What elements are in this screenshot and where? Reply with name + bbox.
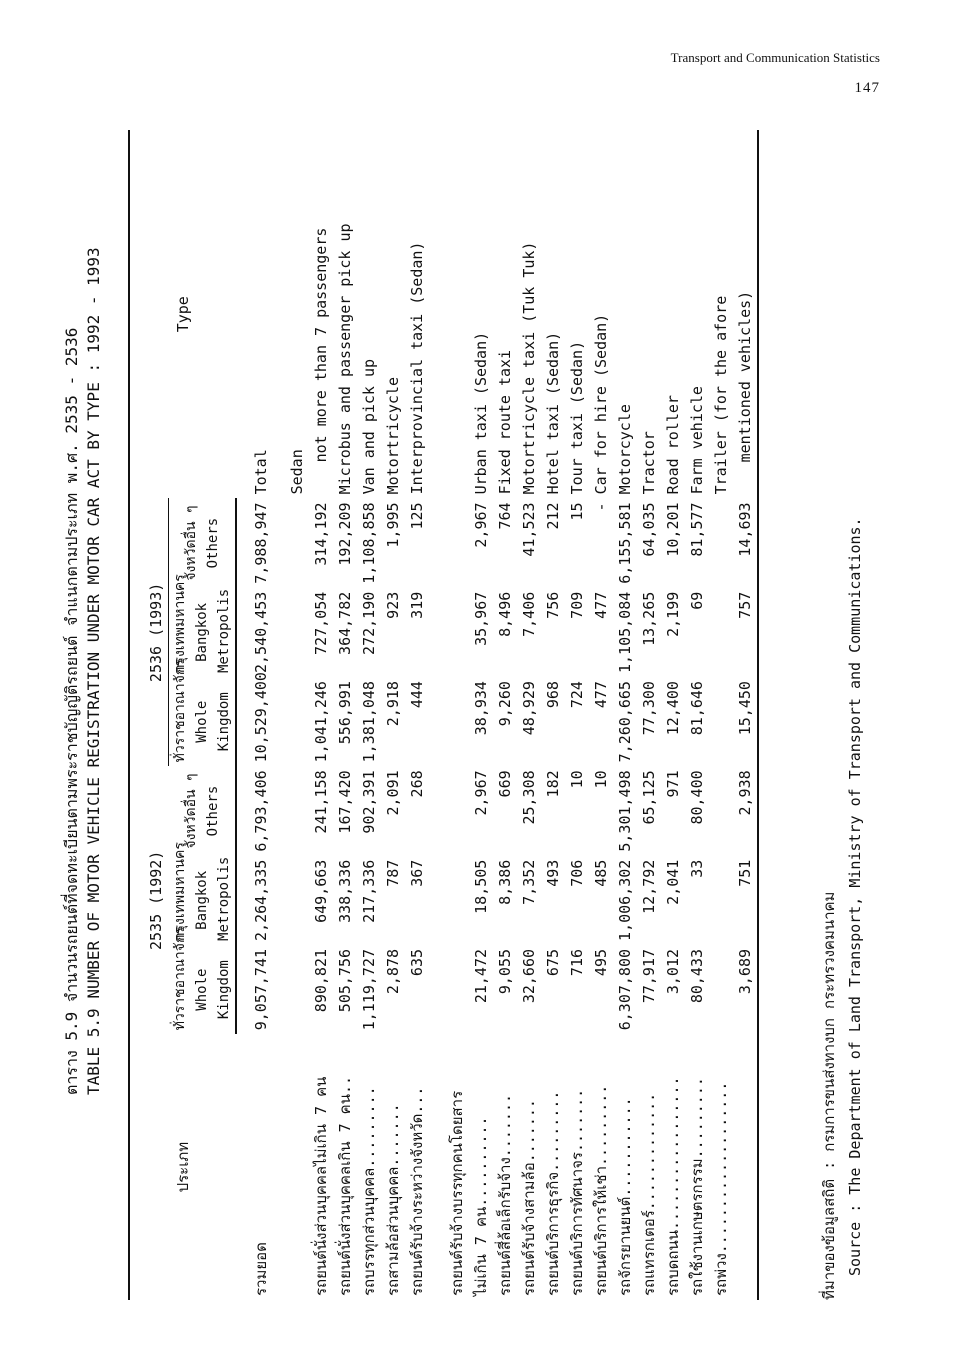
table-row <box>309 130 333 1300</box>
row-label-thai: รวมยอด <box>251 1242 270 1296</box>
value-cell <box>709 856 733 945</box>
row-label-thai: รถยนต์บริการทัศนาจร....... <box>568 1088 586 1296</box>
row-label-thai: รถยนต์บริการธุรกิจ......... <box>544 1090 562 1296</box>
table-row <box>445 130 469 1300</box>
value-cell: 2,264,335 <box>252 859 270 941</box>
row-label-english <box>445 130 469 498</box>
year-header-1992: 2535 (1992) <box>129 766 169 1034</box>
value-cell <box>285 766 309 855</box>
header-row-years <box>129 130 169 1300</box>
value-cell: 367 <box>408 859 426 887</box>
sedan-heading-row <box>285 130 309 1300</box>
region-header: จังหวัดอื่น ๆ Others <box>169 498 237 587</box>
value-cell: 485 <box>592 859 610 887</box>
value-cell: 319 <box>408 591 426 619</box>
value-cell: 2,878 <box>384 948 402 995</box>
value-cell: 971 <box>664 770 682 798</box>
table-row <box>333 130 357 1300</box>
section-title: Transport and Communication Statistics <box>670 50 880 65</box>
row-label-english: Tractor <box>640 431 658 495</box>
value-cell: 10,529,400 <box>252 672 270 763</box>
row-label-english: Motortricycle taxi (Tuk Tuk) <box>520 241 538 495</box>
value-cell: 669 <box>496 770 514 798</box>
empty-cell <box>429 856 445 945</box>
value-cell: 69 <box>688 591 706 610</box>
empty-cell <box>429 130 445 498</box>
region-header: กรุงเทพมหานคร Bangkok Metropolis <box>169 588 237 677</box>
page-number: 147 <box>854 80 880 96</box>
value-cell: 1,105,084 <box>616 591 634 674</box>
value-cell: 212 <box>544 502 562 530</box>
table-row <box>517 130 541 1300</box>
value-cell: 21,472 <box>472 948 490 1004</box>
vehicle-registration-table <box>128 130 759 1300</box>
value-cell: 1,119,727 <box>360 948 378 1031</box>
table-row <box>589 130 613 1300</box>
value-cell: 5,301,498 <box>616 770 634 852</box>
region-header: กรุงเทพมหานคร Bangkok Metropolis <box>169 856 237 945</box>
row-label-thai: รถพ่วง................... <box>712 1081 730 1296</box>
row-label-thai: รถยนต์รับจ้างบรรทุกคนโดยสาร <box>448 1090 466 1296</box>
value-cell: 1,995 <box>384 502 402 548</box>
table-row <box>637 130 661 1300</box>
value-cell: 756 <box>544 591 562 619</box>
empty-cell <box>429 766 445 855</box>
value-cell: 80,400 <box>688 770 706 825</box>
value-cell: 12,792 <box>640 859 658 914</box>
value-cell: 787 <box>384 859 402 887</box>
value-cell: 10,201 <box>664 502 682 557</box>
row-label-english: Road roller <box>664 395 682 495</box>
value-cell: 38,934 <box>472 681 490 736</box>
empty-cell <box>429 945 445 1034</box>
row-label-english: Microbus and passenger pick up <box>336 223 354 495</box>
type-header-english: Type <box>129 130 236 498</box>
value-cell <box>709 677 733 766</box>
value-cell: 10 <box>592 770 610 789</box>
value-cell: 1,381,048 <box>360 681 378 763</box>
row-label-thai: รถยนต์บริการให้เช่า......... <box>592 1084 610 1296</box>
table-body <box>236 130 758 1300</box>
row-label-thai: ไม่เกิน 7 คน.......... <box>472 1116 490 1296</box>
value-cell: 192,209 <box>336 502 354 566</box>
value-cell: 8,496 <box>496 591 514 637</box>
value-cell: 2,540,453 <box>252 591 270 674</box>
value-cell <box>445 945 469 1034</box>
table-title-english: TABLE 5.9 NUMBER OF MOTOR VEHICLE REGISTRATION UNDER MOTOR CAR ACT BY TYPE : 1992 - 1993 <box>84 247 103 1095</box>
value-cell: 757 <box>733 588 758 677</box>
value-cell: 182 <box>544 770 562 798</box>
row-label-thai: รถบดถนน................. <box>664 1076 682 1296</box>
empty-cell <box>429 1034 445 1300</box>
value-cell: 635 <box>408 948 426 977</box>
row-label-thai: รถแทรกเตอร์............. <box>640 1092 658 1296</box>
empty-cell <box>429 677 445 766</box>
source-english: Source : The Department of Land Transport, Ministry of Transport and Communications. <box>846 517 864 1276</box>
value-cell <box>445 766 469 855</box>
value-cell: 77,300 <box>640 681 658 736</box>
value-cell: 890,821 <box>312 948 330 1013</box>
table-row <box>381 130 405 1300</box>
value-cell: 8,386 <box>496 859 514 905</box>
value-cell: 364,782 <box>336 591 354 655</box>
value-cell: 167,420 <box>336 770 354 834</box>
value-cell: 77,917 <box>640 948 658 1004</box>
row-label-thai: รถจักรยานยนต์........... <box>616 1097 634 1296</box>
row-label-thai: รถยนต์สี่ล้อเล็กรับจ้าง....... <box>496 1093 514 1296</box>
value-cell: 505,756 <box>336 948 354 1013</box>
value-cell <box>709 498 733 587</box>
row-label-thai: รถใช้งานเกษตรกรรม......... <box>688 1077 706 1296</box>
value-cell: 41,523 <box>520 502 538 557</box>
rotated-table-sheet <box>60 60 900 1300</box>
region-header: ทั่วราชอาณาจักร Whole Kingdom <box>169 945 237 1034</box>
value-cell: 716 <box>568 948 586 977</box>
value-cell <box>709 766 733 855</box>
value-cell: 2,041 <box>664 859 682 905</box>
table-row <box>565 130 589 1300</box>
value-cell: 81,646 <box>688 681 706 736</box>
value-cell: 9,055 <box>496 948 514 995</box>
value-cell: 35,967 <box>472 591 490 646</box>
row-label-english: not more than 7 passengers <box>312 227 330 463</box>
value-cell: 2,199 <box>664 591 682 637</box>
row-label-english: Urban taxi (Sedan) <box>472 331 490 495</box>
row-label-english: mentioned vehicles) <box>733 130 758 498</box>
value-cell <box>445 498 469 587</box>
value-cell: 706 <box>568 859 586 887</box>
row-label-english: Tour taxi (Sedan) <box>568 340 586 495</box>
value-cell <box>285 498 309 587</box>
row-label-english: Van and pick up <box>360 358 378 495</box>
value-cell: 727,054 <box>312 591 330 655</box>
empty-cell <box>429 588 445 677</box>
value-cell: 32,660 <box>520 948 538 1004</box>
value-cell: 64,035 <box>640 502 658 557</box>
value-cell: 268 <box>408 770 426 798</box>
table-row <box>661 130 685 1300</box>
value-cell: - <box>592 502 610 512</box>
value-cell: 2,967 <box>472 502 490 548</box>
value-cell: 14,693 <box>733 498 758 587</box>
table-row <box>613 130 637 1300</box>
value-cell: 477 <box>592 681 610 709</box>
value-cell: 1,041,246 <box>312 681 330 763</box>
row-label-english: Motortricycle <box>384 377 402 495</box>
value-cell: 1,006,302 <box>616 859 634 941</box>
value-cell: 444 <box>408 681 426 709</box>
value-cell: 1,108,858 <box>360 502 378 584</box>
row-label-english: Motorcycle <box>616 404 634 495</box>
value-cell: 25,308 <box>520 770 538 825</box>
value-cell: 7,988,947 <box>252 502 270 584</box>
table-row <box>357 130 381 1300</box>
row-label-english: Fixed route taxi <box>496 349 514 495</box>
value-cell: 556,991 <box>336 681 354 745</box>
value-cell: 709 <box>568 591 586 619</box>
value-cell: 724 <box>568 681 586 709</box>
value-cell: 495 <box>592 948 610 977</box>
value-cell: 13,265 <box>640 591 658 646</box>
row-label-english: Sedan <box>288 449 306 495</box>
value-cell <box>445 588 469 677</box>
row-label-english: Farm vehicle <box>688 386 706 495</box>
value-cell: 338,336 <box>336 859 354 923</box>
table-row <box>405 130 429 1300</box>
region-header: จังหวัดอื่น ๆ Others <box>169 766 237 855</box>
row-label-english: Car for hire (Sedan) <box>592 313 610 495</box>
row-label-english: Total <box>251 449 270 495</box>
value-cell: 9,057,741 <box>252 948 270 1031</box>
value-cell: 2,967 <box>472 770 490 816</box>
trailer-row <box>709 130 733 1300</box>
table-row <box>469 130 493 1300</box>
value-cell <box>445 856 469 945</box>
value-cell: 923 <box>384 591 402 619</box>
value-cell: 33 <box>688 859 706 878</box>
value-cell: 125 <box>408 502 426 530</box>
table-row <box>541 130 565 1300</box>
total-row <box>236 130 285 1300</box>
value-cell: 7,406 <box>520 591 538 637</box>
table-row <box>493 130 517 1300</box>
row-label-thai: รถสามล้อส่วนบุคคล....... <box>384 1103 402 1296</box>
value-cell: 649,663 <box>312 859 330 923</box>
value-cell <box>285 945 309 1034</box>
source-thai: ที่มาของข้อมูลสถิติ : กรมการขนส่งทางบก กระทรวงคมนาคม <box>820 891 838 1300</box>
value-cell <box>285 677 309 766</box>
value-cell <box>445 677 469 766</box>
value-cell: 2,918 <box>384 681 402 727</box>
row-label-thai <box>733 1034 758 1300</box>
value-cell: 2,938 <box>733 766 758 855</box>
row-label-english: Hotel taxi (Sedan) <box>544 331 562 495</box>
row-label-thai: รถยนต์นั่งส่วนบุคคลไม่เกิน 7 คน <box>312 1076 330 1296</box>
value-cell: 314,192 <box>312 502 330 566</box>
value-cell <box>709 588 733 677</box>
value-cell: 48,929 <box>520 681 538 736</box>
value-cell: 3,689 <box>733 945 758 1034</box>
value-cell: 675 <box>544 948 562 977</box>
gap-row <box>429 130 445 1300</box>
value-cell: 6,307,800 <box>616 948 634 1031</box>
value-cell <box>709 945 733 1034</box>
value-cell: 18,505 <box>472 859 490 914</box>
value-cell <box>285 588 309 677</box>
value-cell: 751 <box>733 856 758 945</box>
region-header: ทั่วราชอาณาจักร Whole Kingdom <box>169 677 237 766</box>
value-cell: 7,260,665 <box>616 681 634 763</box>
value-cell: 968 <box>544 681 562 709</box>
value-cell: 15 <box>568 502 586 521</box>
trailer-row-continued <box>733 130 758 1300</box>
value-cell: 241,158 <box>312 770 330 834</box>
value-cell: 6,793,406 <box>252 770 270 852</box>
value-cell: 902,391 <box>360 770 378 834</box>
value-cell: 10 <box>568 770 586 789</box>
value-cell: 477 <box>592 591 610 619</box>
value-cell: 7,352 <box>520 859 538 905</box>
table-title-thai: ตาราง 5.9 จำนวนรถยนต์ที่จดทะเบียนตามพระราชบัญญัติรถยนต์ จำแนกตามประเภท พ.ศ. 2535 - 2536 <box>62 327 81 1095</box>
row-label-thai: รถยนต์นั่งส่วนบุคคลเกิน 7 คน.. <box>336 1075 354 1296</box>
value-cell: 272,190 <box>360 591 378 655</box>
type-header-thai: ประเภท <box>129 1034 236 1300</box>
row-label-thai: รถบรรทุกส่วนบุคคล......... <box>360 1086 378 1296</box>
source-note <box>816 517 868 1300</box>
value-cell: 12,400 <box>664 681 682 736</box>
value-cell: 81,577 <box>688 502 706 557</box>
row-label-thai: รถยนต์รับจ้างสามล้อ....... <box>520 1099 538 1296</box>
value-cell: 2,091 <box>384 770 402 816</box>
value-cell: 15,450 <box>733 677 758 766</box>
row-label-english: Trailer (for the afore <box>712 295 730 495</box>
row-label-thai: รถยนต์รับจ้างระหว่างจังหวัด... <box>408 1086 426 1296</box>
value-cell: 764 <box>496 502 514 530</box>
row-label-thai <box>285 1034 309 1300</box>
year-header-1993: 2536 (1993) <box>129 498 169 766</box>
empty-cell <box>429 498 445 587</box>
value-cell <box>285 856 309 945</box>
value-cell: 493 <box>544 859 562 887</box>
value-cell: 3,012 <box>664 948 682 995</box>
value-cell: 80,433 <box>688 948 706 1004</box>
row-label-english: Interprovincial taxi (Sedan) <box>408 241 426 495</box>
value-cell: 9,260 <box>496 681 514 727</box>
value-cell: 6,155,581 <box>616 502 634 584</box>
value-cell: 65,125 <box>640 770 658 825</box>
value-cell: 217,336 <box>360 859 378 923</box>
table-row <box>685 130 709 1300</box>
